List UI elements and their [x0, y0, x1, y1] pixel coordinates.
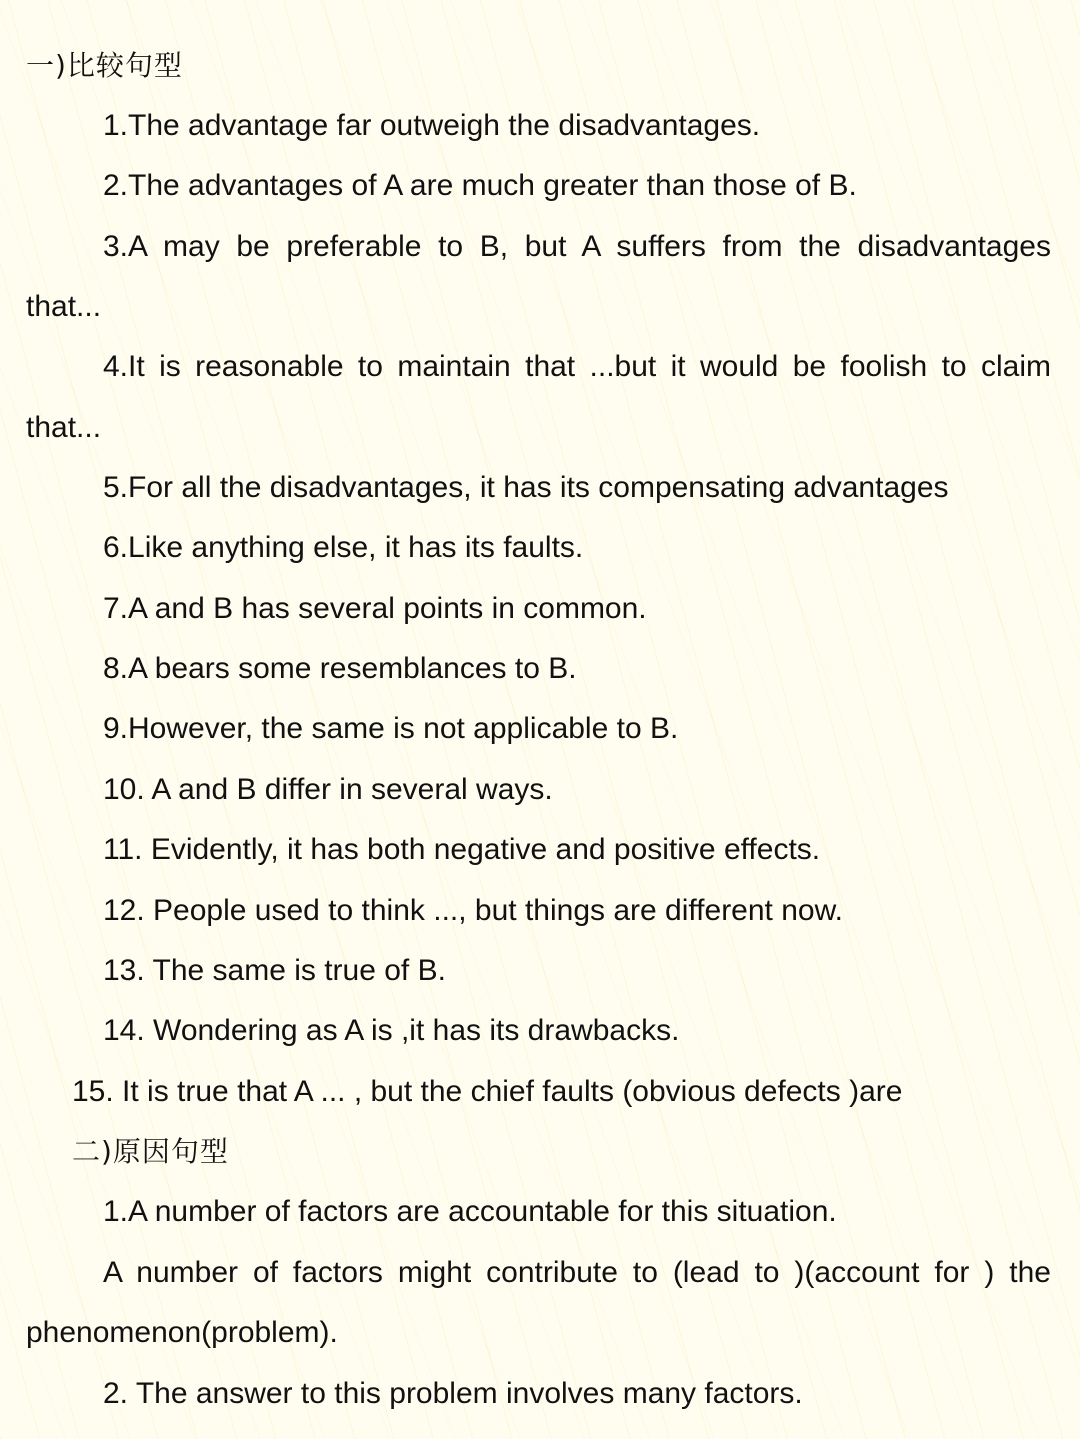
text-line-continuation: phenomenon(problem). — [26, 1316, 338, 1349]
text-line: 15. It is true that A ... , but the chief faults (obvious defects )are — [72, 1075, 903, 1108]
text-line: A number of factors might contribute to (lead to )(account for ) the — [103, 1256, 1051, 1289]
text-line: 6.Like anything else, it has its faults. — [103, 531, 584, 564]
section-heading-comparison: 一)比较句型 — [26, 49, 183, 82]
text-line: 2.The advantages of A are much greater than those of B. — [103, 169, 857, 202]
text-line: 5.For all the disadvantages, it has its compensating advantages — [103, 471, 949, 504]
text-line: 14. Wondering as A is ,it has its drawbacks. — [103, 1014, 680, 1047]
text-line: 4.It is reasonable to maintain that ...but it would be foolish to claim — [103, 350, 1051, 383]
text-line: 3.A may be preferable to B, but A suffers from the disadvantages — [103, 230, 1051, 263]
text-line: 7.A and B has several points in common. — [103, 592, 647, 625]
section-heading-cause: 二)原因句型 — [72, 1135, 229, 1168]
text-line: 9.However, the same is not applicable to B. — [103, 712, 679, 745]
text-line: 8.A bears some resemblances to B. — [103, 652, 577, 685]
text-line-continuation: that... — [26, 290, 102, 323]
text-line: 2. The answer to this problem involves many factors. — [103, 1377, 803, 1410]
text-line: 12. People used to think ..., but things are different now. — [103, 894, 843, 927]
text-line: 1.A number of factors are accountable for this situation. — [103, 1195, 837, 1228]
text-line: 10. A and B differ in several ways. — [103, 773, 553, 806]
text-line: 13. The same is true of B. — [103, 954, 446, 987]
text-line: 1.The advantage far outweigh the disadvantages. — [103, 109, 761, 142]
text-line: 11. Evidently, it has both negative and positive effects. — [103, 833, 821, 866]
text-line-continuation: that... — [26, 411, 102, 444]
